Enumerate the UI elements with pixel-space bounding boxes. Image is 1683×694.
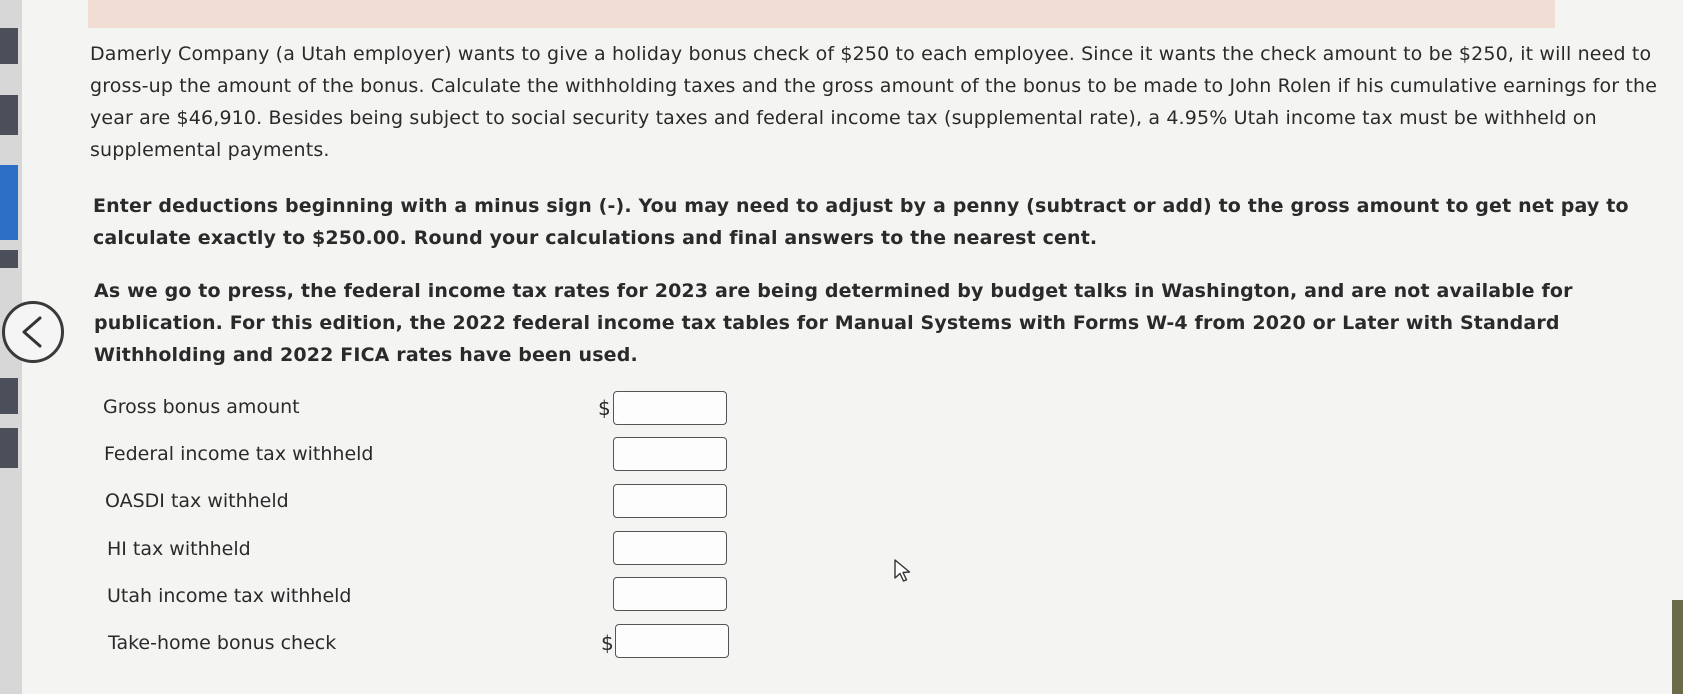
dollar-sign: $ xyxy=(598,396,611,420)
gross-bonus-input[interactable] xyxy=(613,391,727,425)
row-label-take-home: Take-home bonus check xyxy=(108,632,337,654)
back-button[interactable] xyxy=(2,301,64,363)
federal-tax-input[interactable] xyxy=(613,437,727,471)
problem-statement: Damerly Company (a Utah employer) wants to give a holiday bonus check of $250 to each employee. Since it wants the check amount to be $250, it will need to gross-up the amount of the bonus. Calculate the withholding taxes and the gross amount of the bonus to be made to John Rolen if his cumulative earnings for the year are $46,910. Besides being subject to social security taxes and federal income tax (supplemental rate), a 4.95% Utah income tax must be withheld on supplemental payments. xyxy=(90,43,1658,161)
edge-bar xyxy=(0,28,18,64)
row-label-utah-tax: Utah income tax withheld xyxy=(107,585,352,607)
oasdi-tax-input[interactable] xyxy=(613,484,727,518)
edge-bar xyxy=(0,428,18,468)
edge-bar xyxy=(0,250,18,268)
edge-bar xyxy=(0,165,18,240)
top-strip xyxy=(88,0,1555,28)
problem-instruction: Enter deductions beginning with a minus sign (-). You may need to adjust by a penny (subtract or add) to the gross amount to get net pay to calculate exactly to $250.00. Round your calculations and final answers to the nearest cent. xyxy=(93,195,1629,249)
row-label-federal-tax: Federal income tax withheld xyxy=(104,443,374,465)
dollar-sign: $ xyxy=(601,631,614,655)
take-home-input[interactable] xyxy=(615,624,729,658)
edge-bar xyxy=(0,378,18,414)
row-label-gross-bonus: Gross bonus amount xyxy=(103,396,300,418)
hi-tax-input[interactable] xyxy=(613,531,727,565)
row-label-oasdi-tax: OASDI tax withheld xyxy=(105,490,289,512)
edge-bar xyxy=(0,95,18,135)
problem-note: As we go to press, the federal income tax rates for 2023 are being determined by budget talks in Washington, and are not available for publication. For this edition, the 2022 federal income tax tables for Manual Systems with Forms W-4 from 2020 or Later with Standard Withholding and 2022 FICA rates have been used. xyxy=(94,280,1573,366)
row-label-hi-tax: HI tax withheld xyxy=(107,538,251,560)
utah-tax-input[interactable] xyxy=(613,577,727,611)
chevron-left-icon xyxy=(18,315,48,349)
mouse-pointer-icon xyxy=(893,558,913,584)
right-edge xyxy=(1672,600,1683,694)
